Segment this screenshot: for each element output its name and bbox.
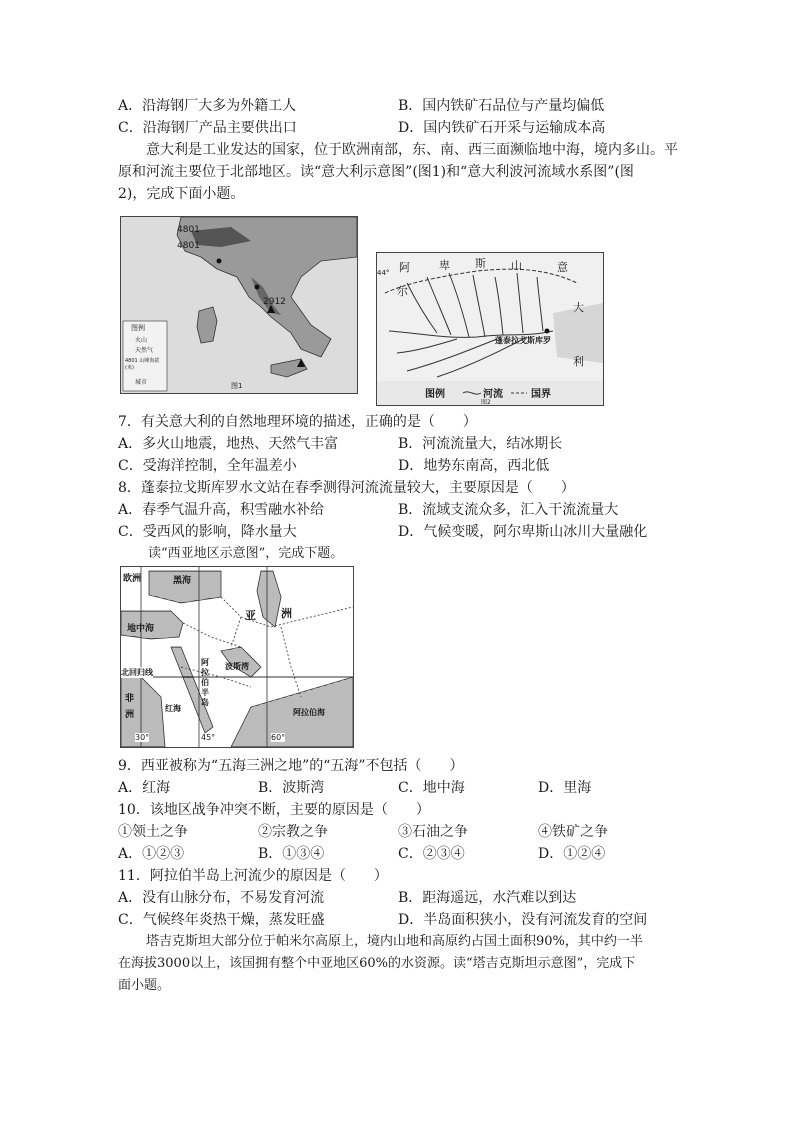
westasia-label-arabia-1: 拉 bbox=[201, 668, 209, 677]
po-label-alps-1: 尔 bbox=[397, 285, 408, 298]
q8-option-b[interactable]: B．流域支流众多，汇入干流流量大 bbox=[398, 502, 619, 518]
westasia-label-africa-1: 洲 bbox=[125, 710, 135, 720]
q9-option-a[interactable]: A．红海 bbox=[118, 780, 171, 796]
italy-intro-line-1: 意大利是工业发达的国家，位于欧洲南部，东、南、西三面濒临地中海，境内多山。平 bbox=[146, 142, 678, 158]
q11-option-c[interactable]: C．气候终年炎热干燥，蒸发旺盛 bbox=[118, 912, 325, 928]
po-label-country-2: 利 bbox=[573, 355, 584, 368]
westasia-label-red-sea: 红海 bbox=[165, 704, 181, 713]
westasia-label-persian-gulf: 波斯湾 bbox=[225, 662, 249, 671]
q11-option-a[interactable]: A．没有山脉分布，不易发育河流 bbox=[118, 890, 325, 906]
po-legend-border: 国界 bbox=[531, 389, 551, 400]
q7-option-d[interactable]: D．地势东南高，西北低 bbox=[398, 458, 550, 474]
west-asia-map-figure bbox=[120, 566, 354, 748]
westasia-intro: 读“西亚地区示意图”，完成下题。 bbox=[148, 546, 344, 561]
q8-option-d[interactable]: D．气候变暖，阿尔卑斯山冰川大量融化 bbox=[398, 524, 648, 540]
po-label-alps-0: 阿 bbox=[399, 261, 410, 274]
westasia-label-asia-1: 洲 bbox=[281, 607, 292, 620]
italy-legend-gas: 天然气 bbox=[135, 347, 154, 354]
po-label-country-0: 意 bbox=[557, 261, 568, 274]
westasia-label-arabian-sea: 阿拉伯海 bbox=[293, 708, 325, 717]
q9-option-d[interactable]: D．里海 bbox=[538, 780, 592, 796]
westasia-label-arabia-4: 岛 bbox=[201, 698, 209, 707]
prev-option-a: A．沿海钢厂大多为外籍工人 bbox=[118, 98, 297, 114]
tajik-intro-line-3: 面小题。 bbox=[118, 978, 171, 993]
westasia-label-arabia-0: 阿 bbox=[201, 658, 209, 667]
italy-legend-city: 城市 bbox=[135, 379, 148, 386]
po-fig2-caption: 图2 bbox=[481, 399, 491, 406]
q7-option-c[interactable]: C．受海洋控制，全年温差小 bbox=[118, 458, 297, 474]
q11-option-b[interactable]: B．距海遥远，水汽难以到达 bbox=[398, 890, 577, 906]
westasia-label-arabia-3: 半 bbox=[201, 688, 209, 697]
po-legend-river: 河流 bbox=[483, 389, 503, 400]
q10-option-d[interactable]: D．①②④ bbox=[538, 846, 606, 862]
italy-legend-elevation: 4801 山峰海拔(米) bbox=[125, 358, 160, 371]
q9-option-b[interactable]: B．波斯湾 bbox=[258, 780, 325, 796]
q8-option-c[interactable]: C．受西风的影响，降水量大 bbox=[118, 524, 297, 540]
q10-option-a[interactable]: A．①②③ bbox=[118, 846, 185, 862]
italy-intro-line-2: 原和河流主要位于北部地区。读“意大利示意图”(图1)和“意大利波河流域水系图”(图 bbox=[118, 164, 634, 180]
italy-map-figure bbox=[120, 216, 358, 394]
prev-option-b: B．国内铁矿石品位与产量均偏低 bbox=[398, 98, 605, 114]
westasia-label-europe: 欧洲 bbox=[123, 574, 142, 584]
q10-option-c[interactable]: C．②③④ bbox=[398, 846, 465, 862]
po-label-country-1: 大 bbox=[573, 301, 584, 314]
q9-option-c[interactable]: C．地中海 bbox=[398, 780, 465, 796]
po-label-alps-2: 卑 bbox=[439, 259, 450, 272]
westasia-label-lon45: 45° bbox=[201, 733, 216, 742]
q7-option-b[interactable]: B．河流流量大，结冰期长 bbox=[398, 436, 563, 452]
q10-item-3: ③石油之争 bbox=[398, 824, 468, 840]
prev-option-c: C．沿海钢厂产品主要供出口 bbox=[118, 120, 297, 136]
italy-elev-4801-label: 4801 bbox=[177, 241, 200, 251]
westasia-label-black-sea: 黑海 bbox=[173, 576, 192, 586]
westasia-label-lon30: 30° bbox=[135, 733, 150, 742]
po-label-alps-3: 斯 bbox=[475, 257, 486, 270]
westasia-label-arabia-2: 伯 bbox=[201, 678, 209, 687]
westasia-label-asia-0: 亚 bbox=[245, 609, 256, 622]
westasia-label-tropic: 北回归线 bbox=[121, 668, 153, 677]
italy-elev-4801: 4801 bbox=[177, 225, 200, 235]
q11-option-d[interactable]: D．半岛面积狭小，没有河流发育的空间 bbox=[398, 912, 648, 928]
q11-stem: 11．阿拉伯半岛上河流少的原因是（ ） bbox=[118, 868, 388, 884]
q7-stem: 7．有关意大利的自然地理环境的描述，正确的是（ ） bbox=[118, 414, 477, 430]
q10-stem: 10．该地区战争冲突不断，主要的原因是（ ） bbox=[118, 802, 430, 818]
po-label-latitude: 44° bbox=[377, 269, 390, 277]
italy-legend-volcano: 火山 bbox=[135, 337, 148, 344]
italy-legend-title: 图例 bbox=[131, 324, 145, 332]
q8-option-a[interactable]: A．春季气温升高，积雪融水补给 bbox=[118, 502, 325, 518]
westasia-label-africa-0: 非 bbox=[125, 694, 135, 704]
q7-option-a[interactable]: A．多火山地震，地热、天然气丰富 bbox=[118, 436, 339, 452]
q10-item-1: ①领土之争 bbox=[118, 824, 188, 840]
italy-elev-2912: 2912 bbox=[263, 297, 286, 307]
italy-intro-line-3: 2)，完成下面小题。 bbox=[118, 186, 245, 202]
po-river-map-figure bbox=[376, 252, 604, 406]
q10-item-4: ④铁矿之争 bbox=[538, 824, 608, 840]
westasia-label-med: 地中海 bbox=[127, 624, 155, 634]
q9-stem: 9．西亚被称为“五海三洲之地”的“五海”不包括（ ） bbox=[118, 758, 464, 774]
q10-option-b[interactable]: B．①③④ bbox=[258, 846, 325, 862]
prev-option-d: D．国内铁矿石开采与运输成本高 bbox=[398, 120, 606, 136]
po-label-station: 蓬泰拉戈斯库罗 bbox=[495, 336, 551, 345]
tajik-intro-line-1: 塔吉克斯坦大部分位于帕米尔高原上，境内山地和高原约占国土面积90%，其中约一半 bbox=[146, 934, 643, 949]
q10-item-2: ②宗教之争 bbox=[258, 824, 328, 840]
q8-stem: 8．蓬泰拉戈斯库罗水文站在春季测得河流流量较大，主要原因是（ ） bbox=[118, 480, 575, 496]
italy-fig1-caption: 图1 bbox=[231, 382, 243, 390]
po-legend-title: 图例 bbox=[425, 389, 445, 400]
po-label-alps-4: 山 bbox=[511, 259, 522, 272]
westasia-label-lon60: 60° bbox=[271, 733, 286, 742]
tajik-intro-line-2: 在海拔3000以上，该国拥有整个中亚地区60%的水资源。读“塔吉克斯坦示意图”，完成下 bbox=[118, 956, 636, 971]
